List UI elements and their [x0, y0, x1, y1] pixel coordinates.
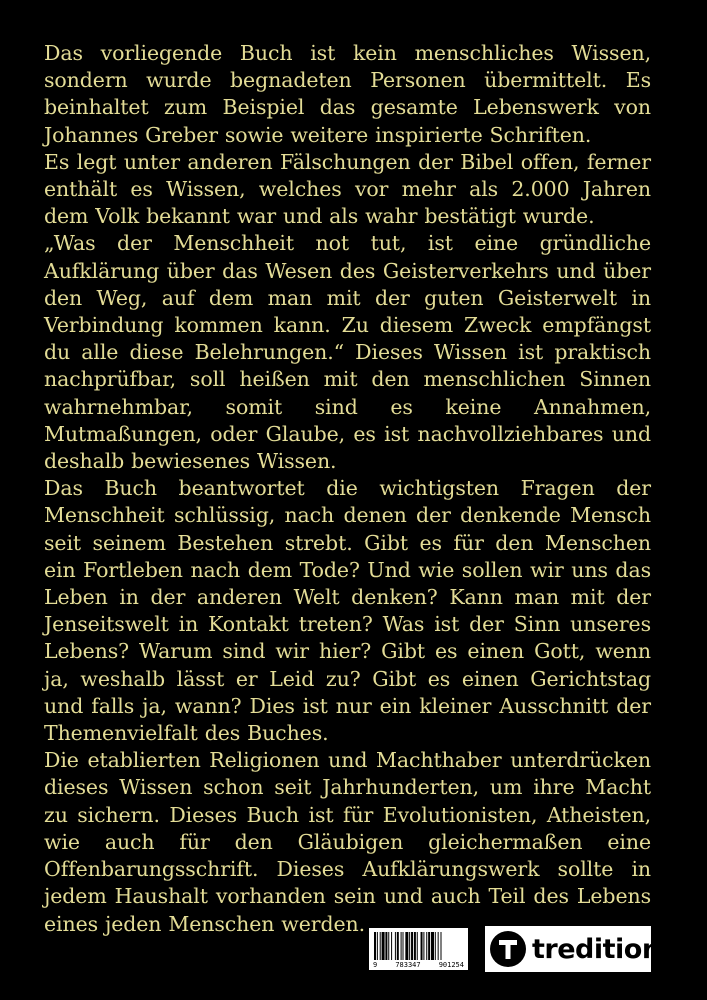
barcode-digit-group: 901254: [438, 961, 464, 969]
blurb-text: [44, 40, 651, 938]
paragraph: Es legt unter anderen Fälschungen der Bibel offen, ferner enthält es Wissen, welches vor mehr als 2.000 Jahren dem Volk bekannt war und als wahr bestätigt wurde.: [44, 149, 651, 229]
publisher-name: tredition: [532, 933, 661, 965]
publisher-logo: [485, 926, 661, 972]
paragraph: Die etablierten Religionen und Machthaber unterdrücken dieses Wissen schon seit Jahrhunderten, um ihre Macht zu sichern. Dieses Buch ist für Evolutionisten, Atheisten, wie auch für den Gläubigen gleichermaßen eine Offenbarungsschrift. Dieses Aufklärungswerk sollte in jedem Haushalt vorhanden sein und auch Teil des Lebens eines jeden Menschen werden.: [44, 748, 651, 936]
barcode-bars-icon: [374, 932, 463, 960]
paragraph: Das Buch beantwortet die wichtigsten Fragen der Menschheit schlüssig, nach denen der denkende Mensch seit seinem Bestehen strebt. Gibt es für den Menschen ein Fortleben nach dem Tode? Und wie sollen wir uns das Leben in der anderen Welt denken? Kann man mit der Jenseitswelt in Kontakt treten? Was ist der Sinn unseres Lebens? Warum sind wir hier? Gibt es einen Gott, wenn ja, weshalb lässt er Leid zu? Gibt es einen Gerichtstag und falls ja, wann? Dies ist nur ein kleiner Ausschnitt der Themenvielfalt des Buches.: [44, 476, 651, 746]
paragraph: Das vorliegende Buch ist kein menschliches Wissen, sondern wurde begnadeten Personen übermittelt. Es beinhaltet zum Beispiel das gesamte Lebenswerk von Johannes Greber sowie weitere inspirierte Schriften.: [44, 41, 651, 147]
barcode-digit-group: 9: [373, 961, 378, 969]
tredition-logo-icon: [490, 931, 526, 967]
barcode-digits: [369, 961, 468, 969]
barcode-digit-group: 783347: [395, 961, 421, 969]
paragraph: „Was der Menschheit not tut, ist eine gründliche Aufklärung über das Wesen des Geisterverkehrs und über den Weg, auf dem man mit der guten Geisterwelt in Verbindung kommen kann. Zu diesem Zweck empfängst du alle diese Belehrungen.“ Dieses Wissen ist praktisch nachprüfbar, soll heißen mit den menschlichen Sinnen wahrnehmbar, somit sind es keine Annahmen, Mutmaßungen, oder Glaube, es ist nachvollziehbares und deshalb bewiesenes Wissen.: [44, 231, 651, 474]
isbn-barcode: [369, 928, 468, 970]
